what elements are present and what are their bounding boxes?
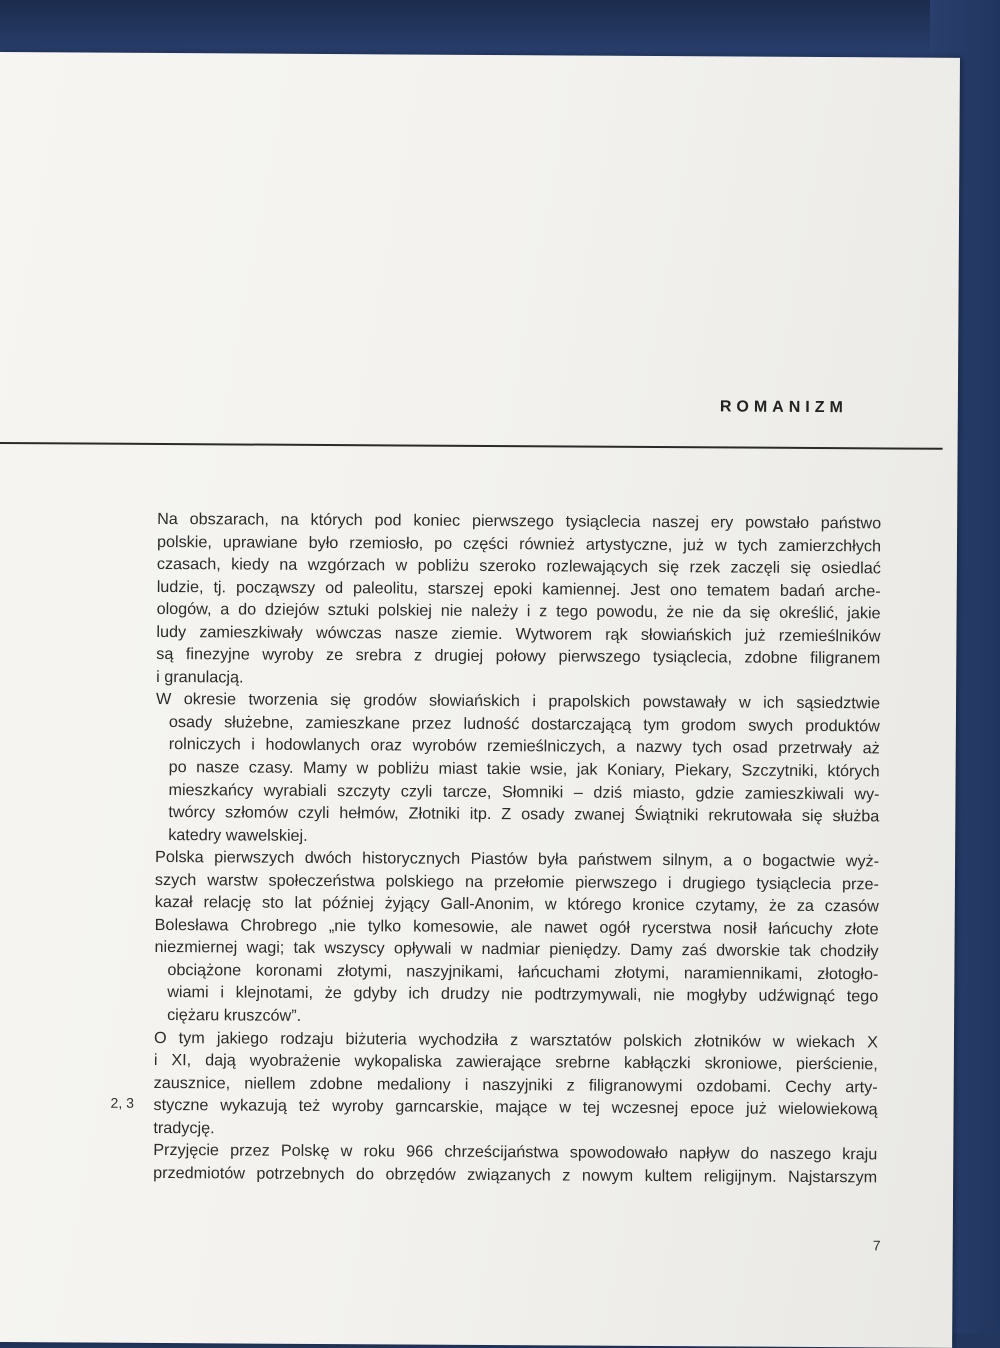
text-line: mieszkańcy wyrabiali szczyty czyli tarcze, Słomniki – dziś miasto, gdzie zamieszkiwali wy- <box>168 780 880 803</box>
text-line: szych warstw społeczeństwa polskiego na przełomie pierwszego i drugiego tysiąclecia prze- <box>154 870 879 894</box>
margin-illustration-reference: 2, 3 <box>110 1094 134 1111</box>
heading-rule <box>0 442 943 450</box>
text-line: niezmiernej wagi; tak wszyscy opływali w nadmiar pieniędzy. Damy zaś dworskie tak chodziły <box>154 938 879 961</box>
text-line: i granulacją. <box>156 667 244 687</box>
text-line: polskie, uprawiane było rzemiosło, po części również artystyczne, już w tych zamierzchłych <box>156 532 882 555</box>
text-line: i XI, dają wyobrażenie wykopaliska zawierające srebrne kabłączki skroniowe, pierścienie, <box>153 1051 878 1074</box>
text-line: rolniczych i hodowlanych oraz wyrobów rzemieślniczych, a nazwy tych osad przetrwały aż <box>168 735 880 758</box>
text-line: O tym jakiego rodzaju biżuteria wychodziła z warsztatów polskich złotników w wiekach X <box>153 1028 879 1051</box>
text-line: wiami i klejnotami, że gdyby ich drudzy nie podtrzymywali, nie mogłyby udźwignąć tego <box>167 983 879 1006</box>
text-line: po nasze czasy. Mamy w pobliżu miast takie wsie, jak Koniary, Piekary, Szczytniki, których <box>168 758 880 781</box>
text-line: styczne wykazują też wyroby garncarskie, mające w tej wczesnej epoce już wielowiekową <box>153 1096 878 1119</box>
text-line: tradycję. <box>153 1118 215 1138</box>
text-line: twórcy szłomów czyli hełmów, Złotniki itp. Z osady zwanej Świątniki rekrutowała się służba <box>168 803 880 826</box>
text-line: Przyjęcie przez Polskę w roku 966 chrześcijaństwa spowodowało napływ do naszego kraju <box>153 1141 878 1164</box>
section-title: ROMANIZM <box>719 398 848 417</box>
text-line: zausznice, niellem zdobne medaliony i naszyjniki z filigranowymi ozdobami. Cechy arty- <box>153 1073 878 1097</box>
text-line: przedmiotów potrzebnych do obrzędów związanych z nowym kultem religijnym. Najstarszym <box>153 1163 878 1187</box>
text-line: Polska pierwszych dwóch historycznych Piastów była państwem silnym, a o bogactwie wyż- <box>155 848 880 871</box>
text-line: ludzie, tj. począwszy od paleolitu, starszej epoki kamiennej. Jest ono tematem badań arche- <box>156 577 881 601</box>
text-line: są finezyjne wyroby ze srebra z drugiej połowy pierwszego tysiąclecia, zdobne filigranem <box>156 645 881 668</box>
text-line: osady służebne, zamieszkane przez ludność dostarczającą tym grodom swych produktów <box>168 712 880 736</box>
text-line: Bolesława Chrobrego „nie tylko komesowie, ale nawet ogół rycerstwa nosił łańcuchy złote <box>154 915 879 939</box>
text-line: W okresie tworzenia się grodów słowiańskich i prapolskich powstawały w ich sąsiedztwie <box>155 690 881 713</box>
text-line: ologów, a do dziejów sztuki polskiej nie należy i z tego powodu, że nie da się określić, jakie <box>156 600 881 623</box>
text-line: czasach, kiedy na wzgórzach w pobliżu szeroko rozlewających się rzek zaczęli się osiedlać <box>156 555 881 578</box>
text-line: ciężaru kruszców”. <box>167 1006 302 1025</box>
background-top <box>0 0 1000 60</box>
page-number: 7 <box>872 1237 881 1254</box>
text-line: obciążone koronami złotymi, naszyjnikami, łańcuchami złotymi, naramiennikami, złotogło- <box>167 960 879 984</box>
watermark: by <box>983 1316 998 1331</box>
text-line: kazał relację sto lat później żyjący Gall-Anonim, w którego kronice czytamy, że za czasów <box>154 893 879 916</box>
text-line: Na obszarach, na których pod koniec pierwszego tysiąclecia naszej ery powstało państwo <box>157 509 882 533</box>
text-line: katedry wawelskiej. <box>168 825 308 845</box>
body-text <box>153 508 881 1189</box>
text-line: ludy zamieszkiwały wówczas nasze ziemie. Wytworem rąk słowiańskich już rzemieślników <box>156 622 881 646</box>
book-page <box>0 52 960 1348</box>
